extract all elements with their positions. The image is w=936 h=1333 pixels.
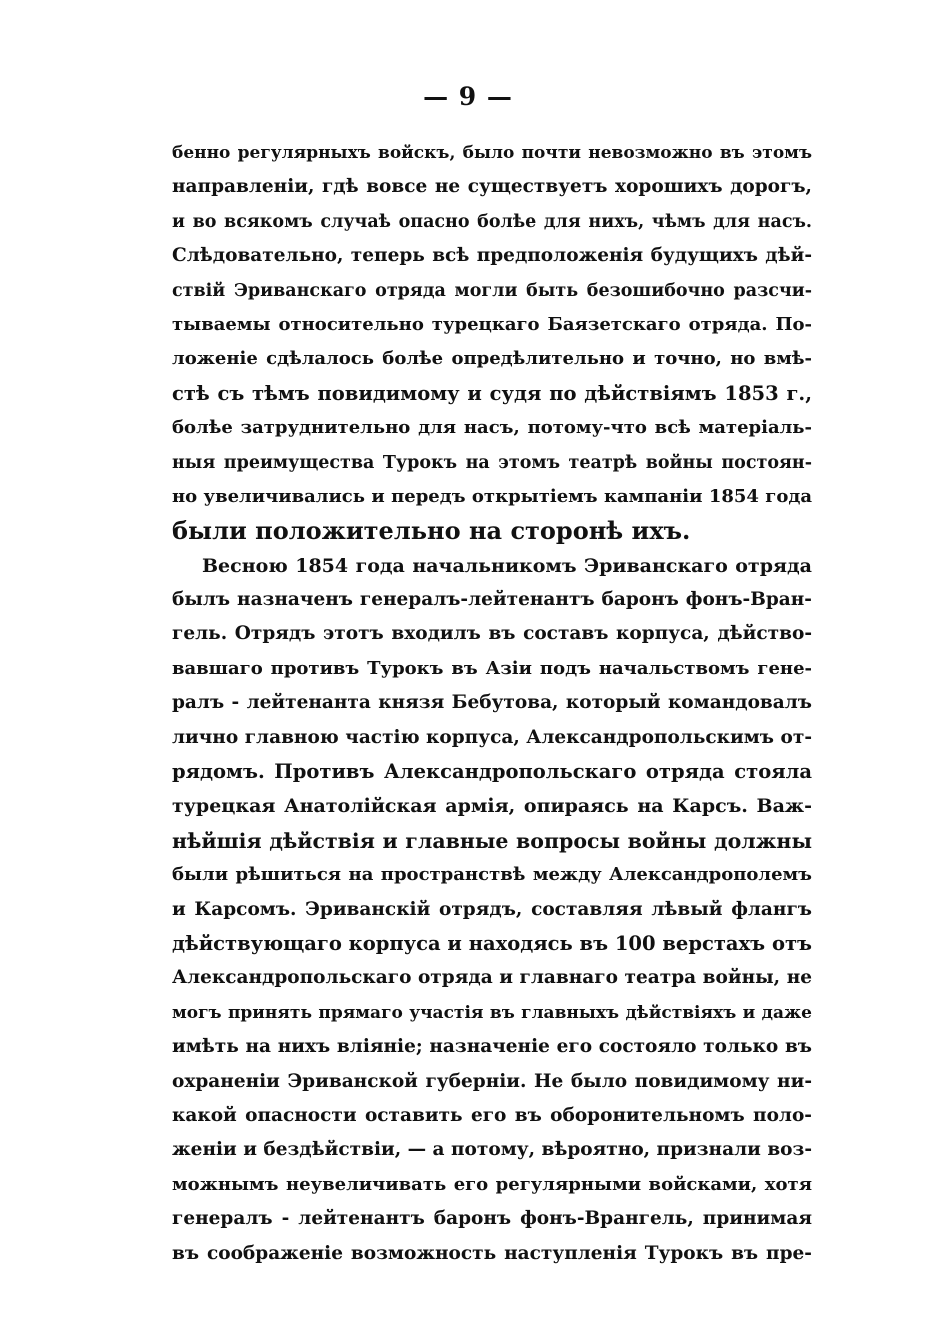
text-line: Весною 1854 года начальникомъ Эриванскаго отряда: [202, 554, 812, 577]
body-text: [172, 136, 812, 1271]
text-line: вавшаго противъ Турокъ въ Азіи подъ начальствомъ гене-: [172, 657, 812, 679]
text-line: бенно регулярныхъ войскъ, было почти невозможно въ этомъ: [172, 143, 812, 163]
text-line: тываемы относительно турецкаго Баязетскаго отряда. По-: [172, 313, 812, 335]
text-line: но увеличивались и передъ открытіемъ кампаніи 1854 года: [172, 485, 812, 507]
text-line: генералъ - лейтенантъ баронъ фонъ-Врангель, принимая: [172, 1208, 812, 1230]
text-line: имѣть на нихъ вліяніе; назначеніе его состояло только въ: [172, 1036, 812, 1058]
text-line: нѣйшія дѣйствія и главные вопросы войны должны: [172, 828, 812, 853]
text-line: стѣ съ тѣмъ повидимому и судя по дѣйствіямъ 1853 г.,: [172, 381, 812, 405]
text-line: можнымъ неувеличивать его регулярными войсками, хотя: [172, 1173, 812, 1195]
text-line: могъ принять прямаго участія въ главныхъ дѣйствіяхъ и даже: [172, 1002, 812, 1023]
text-line: ствій Эриванскаго отряда могли быть безошибочно разсчи-: [172, 280, 812, 301]
text-line: Слѣдовательно, теперь всѣ предположенія будущихъ дѣй-: [172, 245, 812, 267]
text-line: женіи и бездѣйствіи, — а потому, вѣроятно, признали воз-: [172, 1139, 812, 1161]
text-line: какой опасности оставить его въ оборонительномъ поло-: [172, 1104, 812, 1126]
text-line: ныя преимущества Турокъ на этомъ театрѣ войны постоян-: [172, 452, 812, 473]
page-number: — 9 —: [423, 82, 513, 111]
text-line: и во всякомъ случаѣ опасно болѣе для нихъ, чѣмъ для насъ.: [172, 211, 812, 232]
text-line: были рѣшиться на пространствѣ между Александрополемъ: [172, 864, 812, 886]
text-line: и Карсомъ. Эриванскій отрядъ, составляя лѣвый флангъ: [172, 898, 812, 920]
paragraph-1: [172, 136, 812, 549]
text-line: въ соображеніе возможность наступленія Турокъ въ пре-: [172, 1242, 812, 1264]
text-line: ралъ - лейтенанта князя Бебутова, который командовалъ: [172, 692, 812, 714]
text-line: ложеніе сдѣлалось болѣе опредѣлительно и точно, но вмѣ-: [172, 348, 812, 370]
text-line: болѣе затруднительно для насъ, потому-что всѣ матеріаль-: [172, 417, 812, 439]
text-line: гель. Отрядъ этотъ входилъ въ составъ корпуса, дѣйство-: [172, 623, 812, 645]
text-line: были положительно на сторонѣ ихъ.: [172, 516, 691, 546]
text-line: турецкая Анатолійская армія, опираясь на Карсъ. Важ-: [172, 795, 812, 818]
text-line: Александропольскаго отряда и главнаго театра войны, не: [172, 967, 812, 989]
text-line: лично главною частію корпуса, Александропольскимъ от-: [172, 726, 812, 748]
text-line: былъ назначенъ генералъ-лейтенантъ баронъ фонъ-Вран-: [172, 589, 812, 611]
text-line: рядомъ. Противъ Александропольскаго отряда стояла: [172, 760, 812, 784]
paragraph-2: [172, 549, 812, 1271]
text-line: охраненіи Эриванской губерніи. Не было повидимому ни-: [172, 1070, 812, 1092]
text-line: дѣйствующаго корпуса и находясь въ 100 верстахъ отъ: [172, 931, 812, 955]
text-line: направленіи, гдѣ вовсе не существуетъ хорошихъ дорогъ,: [172, 176, 812, 198]
